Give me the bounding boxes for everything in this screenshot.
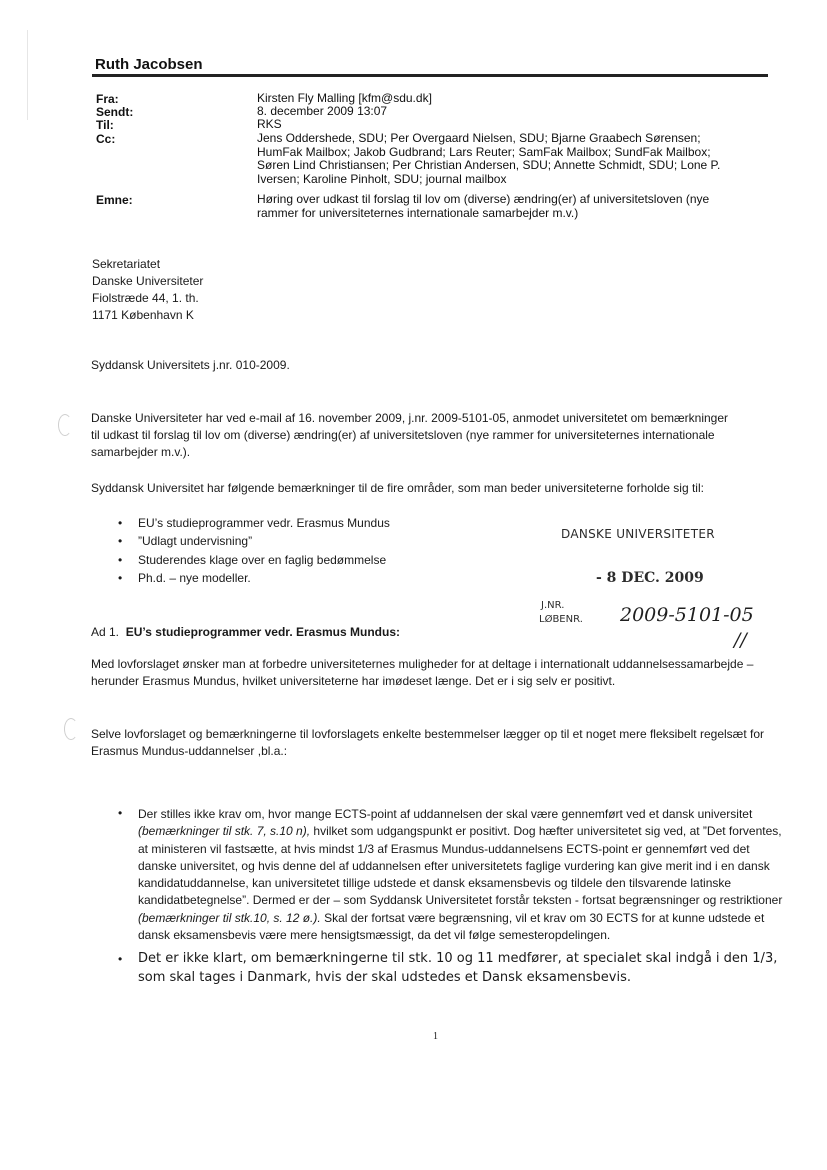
cc-value <box>257 132 772 186</box>
handwritten-slash: // <box>734 629 747 651</box>
reference-citation: (bemærkninger til stk.10, s. 12 ø.). <box>138 910 321 925</box>
list-item <box>118 532 390 550</box>
scan-margin-line <box>27 30 28 120</box>
reference-citation: (bemærkninger til stk. 7, s.10 n), <box>138 824 311 839</box>
page-number: 1 <box>433 1031 438 1042</box>
section-1-heading <box>91 624 781 641</box>
bullet-symbol: • <box>118 552 123 567</box>
stamp-date: - 8 DEC. 2009 <box>596 570 704 586</box>
list-item <box>118 514 390 532</box>
area-label: ”Udlagt undervisning” <box>138 534 253 549</box>
areas-list <box>118 514 390 587</box>
address-line: 1171 København K <box>92 308 194 322</box>
intro-paragraph: Danske Universiteter har ved e-mail af 16. november 2009, j.nr. 2009-5101-05, anmodet universitetet om bemærkninger til udkast til forslag til lov om (diverse) ændring(er) af universitetsloven (nye rammer for universiteternes internationale samarbejder m.v.). <box>91 411 729 459</box>
bullet-symbol: • <box>118 806 123 820</box>
from-label: Fra: <box>96 92 119 106</box>
journal-reference: Syddansk Universitets j.nr. 010-2009. <box>91 358 290 372</box>
selve-paragraph: Selve lovforslaget og bemærkningerne til lovforslagets enkelte bestemmelser lægger op til et noget mere fleksibelt regelsæt for Erasmus Mundus-uddannelser ,bl.a.: <box>91 727 764 758</box>
cc-line: Søren Lind Christiansen; Per Christian Andersen, SDU; Annette Schmidt, SDU; Lone P. <box>257 158 721 172</box>
section-title: EU’s studieprogrammer vedr. Erasmus Mundus: <box>125 625 400 639</box>
bullet-text: hvilket som udgangspunkt er positivt. Dog hæfter universitetet sig ved, at ”Det forventes, at ministeren vil fastsætte, at hvis mindst 1/3 af Erasmus Mundus-uddannelsens ECTS-point er gennemført ved det danske universitet, og hvis denne del af uddannelsen efter universitetets faglige vurdering kan give merit ind i en dansk kandidatuddannelse, kan universitetet tillige udstede et dansk eksamensbevis og tildele den tilsvarende latinske kandidatbetegnelse”. Dermed er der – som Syddansk Universitetet forstår teksten - fortsat begrænsninger og restriktioner <box>138 824 783 908</box>
subject-line: Høring over udkast til forslag til lov om (diverse) ændring(er) af universitetsloven (nye <box>257 192 710 206</box>
cc-line: HumFak Mailbox; Jakob Gudbrand; Lars Reuter; SamFak Mailbox; SundFak Mailbox; <box>257 144 711 159</box>
punch-hole-mark <box>64 718 78 740</box>
header-divider <box>92 74 768 77</box>
to-label: Til: <box>96 118 114 132</box>
sender-name: Ruth Jacobsen <box>95 56 203 73</box>
cc-label: Cc: <box>96 132 116 146</box>
cc-line: Jens Oddershede, SDU; Per Overgaard Nielsen, SDU; Bjarne Graabech Sørensen; <box>257 131 701 145</box>
sent-label: Sendt: <box>96 105 134 119</box>
detail-bullet-1-text <box>138 806 788 944</box>
subject-label: Emne: <box>96 193 133 207</box>
bullet-symbol: • <box>118 516 123 530</box>
area-label: Studerendes klage over en faglig bedømmelse <box>138 552 387 567</box>
bullet-symbol: • <box>118 570 123 585</box>
stamp-organization: DANSKE UNIVERSITETER <box>561 527 715 541</box>
bullet-symbol: • <box>118 534 123 549</box>
bullet-text: Skal der fortsat være begrænsning, vil et krav om 30 ECTS for at kunne udstede et dansk eksamensbevis være mere hensigtsmæssigt, da det vil følge semesteropdelingen. <box>138 910 765 943</box>
stamp-jnr-label: J.NR. <box>541 600 565 611</box>
area-label: EU’s studieprogrammer vedr. Erasmus Mundus <box>138 516 390 530</box>
from-value: Kirsten Fly Malling [kfm@sdu.dk] <box>257 91 432 105</box>
subject-value <box>257 193 772 220</box>
lovforslag-paragraph: Med lovforslaget ønsker man at forbedre universiteternes muligheder for at deltage i internationalt uddannelsessamarbejde – herunder Erasmus Mundus, hvilket universiteterne har imødeset længe. Det er i sig selv er positivt. <box>91 657 754 688</box>
detail-bullet-2-text: Det er ikke klart, om bemærkningerne til stk. 10 og 11 medfører, at specialet skal indgå i den 1/3, som skal tages i Danmark, hvis der skal udstedes et Dansk eksamensbevis. <box>138 951 778 985</box>
subject-line: rammer for universiteternes internationale samarbejder m.v.) <box>257 205 579 220</box>
address-line: Fiolstræde 44, 1. th. <box>92 291 199 305</box>
bullet-symbol: • <box>118 952 123 966</box>
area-label: Ph.d. – nye modeller. <box>138 570 251 585</box>
to-value: RKS <box>257 117 282 131</box>
list-item <box>118 569 390 587</box>
sent-value: 8. december 2009 13:07 <box>257 104 388 118</box>
cc-line: Iversen; Karoline Pinholt, SDU; journal mailbox <box>257 171 507 186</box>
handwritten-journal-number: 2009-5101-05 <box>620 604 754 626</box>
stamp-lobenr-label: LØBENR. <box>539 614 583 625</box>
punch-hole-mark <box>58 414 72 436</box>
section-prefix: Ad 1. <box>91 625 120 639</box>
address-line: Danske Universiteter <box>92 274 204 288</box>
list-item <box>118 551 390 569</box>
bullet-text: Der stilles ikke krav om, hvor mange ECTS-point af uddannelsen der skal være gennemført ved et dansk universitet <box>138 807 753 821</box>
remarks-intro: Syddansk Universitet har følgende bemærkninger til de fire områder, som man beder universiteterne forholde sig til: <box>91 481 704 495</box>
recipient-address <box>92 256 203 324</box>
address-line: Sekretariatet <box>92 257 161 271</box>
